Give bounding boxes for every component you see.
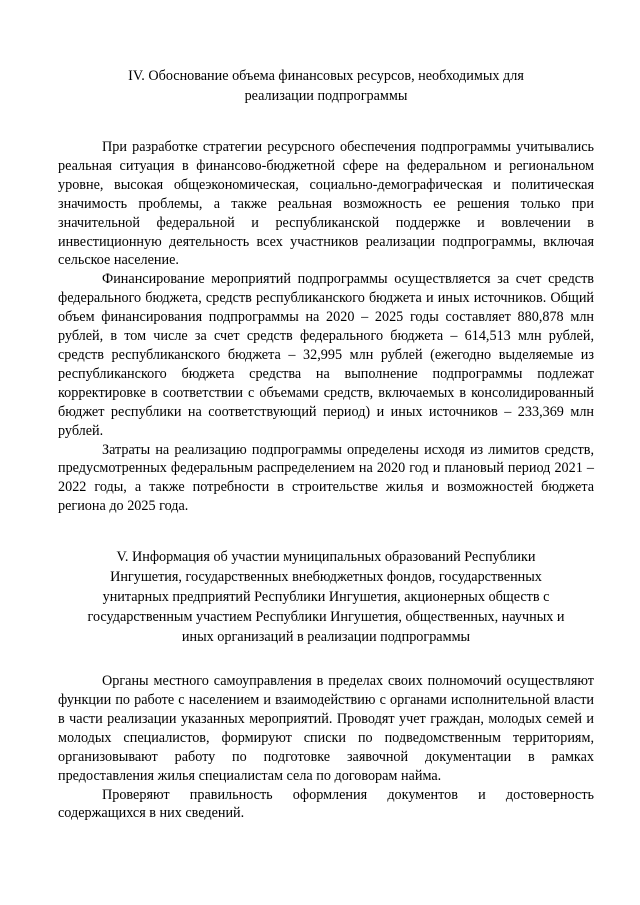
section-v-heading-line-1: V. Информация об участии муниципальных образований Республики (116, 549, 536, 566)
section-iv-heading-line-2: реализации подпрограммы (244, 88, 408, 104)
section-v-body (58, 672, 594, 823)
section-v-heading-line-3: унитарных предприятий Республики Ингушетия, акционерных обществ с (102, 589, 550, 606)
section-iv-heading-line-1: IV. Обоснование объема финансовых ресурсов, необходимых для (128, 68, 524, 84)
section-v-heading (58, 547, 594, 647)
section-v-paragraph-2: Проверяют правильность оформления документов и достоверность содержащихся в них сведений. (58, 786, 594, 822)
section-iv-paragraph-3: Затраты на реализацию подпрограммы определены исходя из лимитов средств, предусмотренных федеральным распределением на 2020 год и плановый период 2021 – 2022 годы, а также потребности в строительстве жилья и возможностей бюджета региона до 2025 года. (58, 441, 594, 515)
document-page (58, 66, 594, 823)
section-v-heading-line-4: государственным участием Республики Ингушетия, общественных, научных и (87, 609, 565, 626)
section-iv-paragraph-2: Финансирование мероприятий подпрограммы осуществляется за счет средств федерального бюджета, средств республиканского бюджета и иных источников. Общий объем финансирования подпрограммы на 2020 – 2025 годы составляет 880,878 млн рублей, в том числе за счет средств федерального бюджета – 614,513 млн рублей, средств республиканского бюджета – 32,995 млн рублей (ежегодно выделяемые из республиканского бюджета средства на выполнение подпрограммы подлежат корректировке в соответствии с объемами средств, включаемых в консолидированный бюджет республики на соответствующий период) и иных источников – 233,369 млн рублей. (58, 271, 594, 439)
section-iv-heading (58, 66, 594, 106)
section-v-heading-line-2: Ингушетия, государственных внебюджетных фондов, государственных (110, 569, 542, 586)
section-v-paragraph-1: Органы местного самоуправления в пределах своих полномочий осуществляют функции по работе с населением и взаимодействию с органами исполнительной власти в части реализации указанных мероприятий. Проводят учет граждан, молодых семей и молодых специалистов, формируют списки по подведомственным территориям, организовывают работу по подготовке заявочной документации в рамках предоставления жилья специалистам села по договорам найма. (58, 673, 594, 784)
section-iv-body (58, 138, 594, 516)
section-iv-paragraph-1: При разработке стратегии ресурсного обеспечения подпрограммы учитывались реальная ситуация в финансово-бюджетной сфере на федеральном и региональном уровне, высокая общеэкономическая, социально-демографическая и политическая значимость проблемы, а также реальная возможность ее решения только при значительной федеральной и республиканской поддержке и вовлечении в инвестиционную деятельность всех участников реализации подпрограммы, включая сельское население. (58, 139, 594, 269)
section-v-heading-line-5: иных организаций в реализации подпрограммы (181, 629, 471, 646)
